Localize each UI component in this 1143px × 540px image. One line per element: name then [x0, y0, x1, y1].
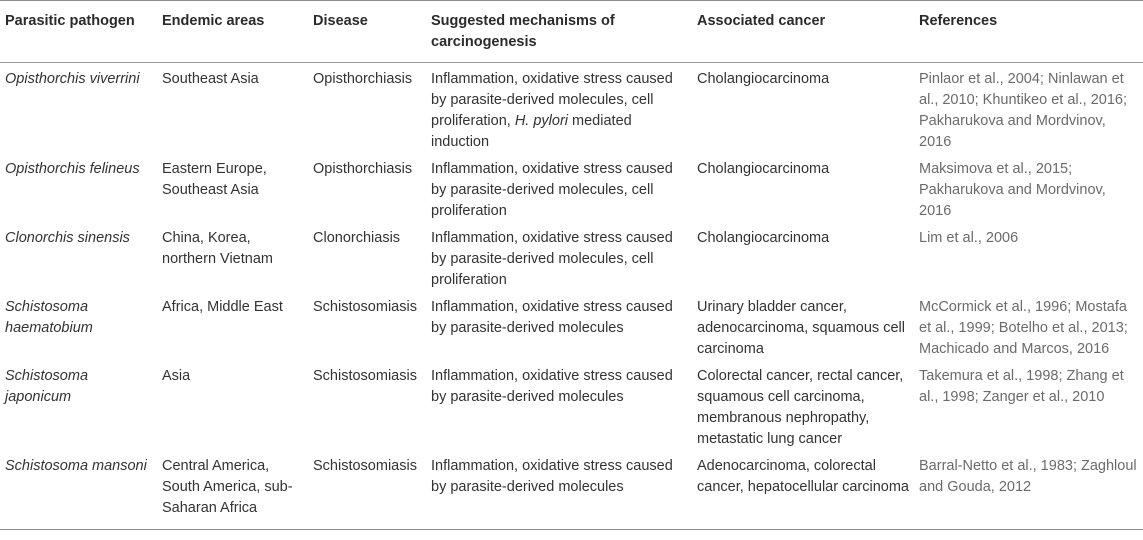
table-row: [0, 222, 1143, 291]
cell-references: Takemura et al., 1998; Zhang et al., 1998; Zanger et al., 2010: [919, 368, 1124, 405]
cell-references: Maksimova et al., 2015; Pakharukova and Mordvinov, 2016: [919, 161, 1106, 219]
mechanism-italic-text: H. pylori: [514, 113, 569, 129]
header-references: References: [914, 1, 1143, 63]
cell-references: Barral-Netto et al., 1983; Zaghloul and Gouda, 2012: [914, 450, 1143, 530]
header-disease: Disease: [308, 1, 426, 63]
table-row: [0, 291, 1143, 360]
table-row: [0, 450, 1143, 530]
mechanism-text: Inflammation, oxidative stress caused by parasite-derived molecules, cell proliferation: [431, 161, 673, 219]
mechanism-text: Inflammation, oxidative stress caused by parasite-derived molecules: [431, 368, 673, 405]
cell-references: Lim et al., 2006: [919, 230, 1019, 246]
header-mechanisms: Suggested mechanisms of carcinogenesis: [426, 1, 692, 63]
cell-mechanisms: [426, 63, 692, 154]
cell-mechanisms: [426, 222, 692, 291]
cell-mechanisms: [426, 360, 692, 450]
cell-associated-cancer: Urinary bladder cancer, adenocarcinoma, squamous cell carcinoma: [697, 299, 905, 357]
cell-endemic-areas: China, Korea, northern Vietnam: [162, 230, 273, 267]
table-row: [0, 153, 1143, 222]
mechanism-text: Inflammation, oxidative stress caused by parasite-derived molecules: [431, 458, 673, 495]
cell-disease: Schistosomiasis: [313, 299, 417, 315]
cell-associated-cancer: Cholangiocarcinoma: [697, 71, 830, 87]
cell-endemic-areas: Central America, South America, sub-Saharan Africa: [157, 450, 308, 530]
cell-endemic-areas: Southeast Asia: [162, 71, 259, 87]
cell-pathogen: Schistosoma mansoni: [0, 450, 157, 530]
header-pathogen: Parasitic pathogen: [0, 1, 157, 63]
table-row: [0, 63, 1143, 154]
cell-endemic-areas: Asia: [162, 368, 191, 384]
cell-disease: Schistosomiasis: [313, 368, 417, 384]
cell-mechanisms: [426, 450, 692, 530]
header-row: [0, 1, 1143, 63]
cell-disease: Clonorchiasis: [313, 230, 401, 246]
cell-mechanisms: [426, 153, 692, 222]
cell-endemic-areas: Eastern Europe, Southeast Asia: [162, 161, 267, 198]
table-header: [0, 1, 1143, 63]
table-body: [0, 63, 1143, 530]
cell-associated-cancer: Colorectal cancer, rectal cancer, squamous cell carcinoma, membranous nephropathy, metastatic lung cancer: [697, 368, 904, 447]
cell-mechanisms: [426, 291, 692, 360]
cell-disease: Opisthorchiasis: [313, 161, 413, 177]
cell-associated-cancer: Cholangiocarcinoma: [697, 161, 830, 177]
table-row: [0, 360, 1143, 450]
cell-pathogen: Schistosoma haematobium: [5, 299, 93, 336]
cell-associated-cancer: Cholangiocarcinoma: [697, 230, 830, 246]
mechanism-text: Inflammation, oxidative stress caused by parasite-derived molecules: [431, 299, 673, 336]
cell-pathogen: Clonorchis sinensis: [5, 230, 130, 246]
cell-references: McCormick et al., 1996; Mostafa et al., 1999; Botelho et al., 2013; Machicado and Marcos, 2016: [919, 299, 1128, 357]
cell-disease: Opisthorchiasis: [313, 71, 413, 87]
cell-pathogen: Opisthorchis felineus: [5, 161, 140, 177]
header-associated-cancer: Associated cancer: [692, 1, 914, 63]
header-endemic-areas: Endemic areas: [157, 1, 308, 63]
cell-endemic-areas: Africa, Middle East: [162, 299, 283, 315]
cell-pathogen: Schistosoma japonicum: [5, 368, 89, 405]
cell-associated-cancer: Adenocarcinoma, colorectal cancer, hepatocellular carcinoma: [692, 450, 914, 530]
cell-disease: Schistosomiasis: [308, 450, 426, 530]
cell-pathogen: Opisthorchis viverrini: [5, 71, 140, 87]
mechanism-text: Inflammation, oxidative stress caused by parasite-derived molecules, cell proliferation: [431, 230, 673, 288]
mechanism-text: Inflammation, oxidative stress caused by parasite-derived molecules, cell proliferation,: [431, 71, 673, 129]
mechanism-text-tail: mediated induction: [431, 113, 632, 150]
cell-references: Pinlaor et al., 2004; Ninlawan et al., 2010; Khuntikeo et al., 2016; Pakharukova and Mordvinov, 2016: [919, 71, 1127, 150]
